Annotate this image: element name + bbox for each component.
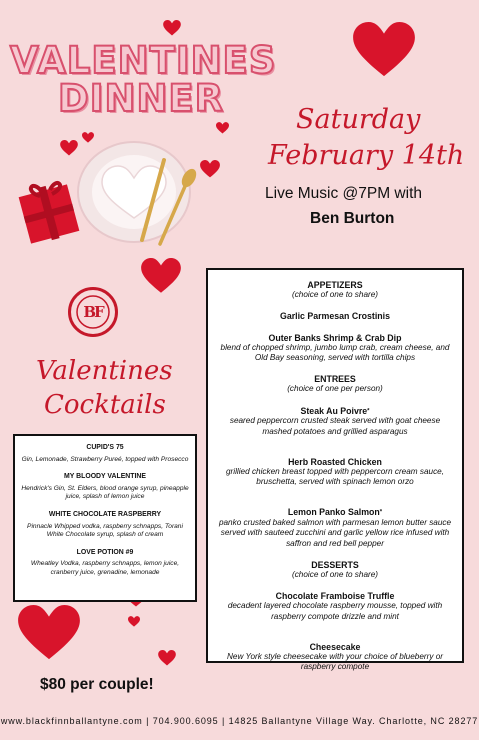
menu-item-name: Herb Roasted Chicken: [288, 456, 382, 467]
cocktail-name: WHITE CHOCOLATE RASPBERRY: [48, 510, 162, 518]
logo-letters: BF: [83, 303, 103, 321]
footer-contact: www.blackfinnballantyne.com | 704.900.6095 | 14825 Ballantyne Village Way. Charlotte, NC 28277: [0, 716, 479, 726]
section-heading-entrees: ENTREES: [314, 374, 356, 385]
cocktails-heading-line-2: Cocktails: [44, 390, 166, 420]
cocktail-description: Gin, Lemonade, Strawberry Pureé, topped with Prosecco: [21, 455, 189, 463]
dinner-plate-illustration: [14, 130, 214, 255]
title-line-2: DINNER: [58, 77, 225, 120]
cocktail-description: Hendrick's Gin, St. Elders, blood orange syrup, pineapple juice, splash of lemon juice: [21, 484, 189, 501]
event-date-line-2: February 14th: [268, 140, 465, 171]
menu-item-mark: *: [379, 509, 383, 516]
menu-item-description: grillied chicken breast topped with peppercorn cream sauce, bruschetta, served with spinach lemon orzo: [226, 467, 444, 487]
heart-icon: [158, 650, 176, 666]
heart-icon: [128, 616, 140, 627]
menu-item-description: seared peppercorn crusted steak served with goat cheese mashed potatoes and grillied asparagus: [229, 416, 441, 436]
cocktail-name: MY BLOODY VALENTINE: [64, 473, 146, 481]
menu-item-description: blend of chopped shrimp, jumbo lump crab, cream cheese, and Old Bay seasoning, served with tortilla chips: [220, 342, 450, 363]
section-note: (choice of one to share): [291, 290, 379, 300]
menu-item-name: Garlic Parmesan Crostinis: [279, 311, 390, 322]
heart-icon: [18, 605, 80, 661]
cocktails-heading-line-1: Valentines: [36, 356, 173, 386]
heart-icon: [353, 22, 415, 78]
section-note: (choice of one to share): [291, 569, 379, 579]
section-heading-desserts: DESSERTS: [311, 559, 359, 570]
cocktail-name: LOVE POTION #9: [76, 548, 134, 556]
section-note: (choice of one per person): [287, 384, 383, 394]
cocktail-menu: [13, 434, 197, 602]
section-heading-appetizers: APPETIZERS: [307, 280, 363, 290]
menu-item-mark: *: [367, 408, 370, 415]
live-music-text: Live Music @7PM with: [265, 185, 422, 202]
menu-item-name: Lemon Panko Salmon: [287, 507, 380, 518]
cocktail-description: Wheatley Vodka, raspberry schnapps, lemon juice, cranberry juice, grenadine, lemonade: [30, 560, 180, 576]
menu-item-name: Cheesecake: [309, 641, 361, 652]
performer-name: Ben Burton: [310, 210, 395, 227]
dinner-menu: [206, 268, 464, 672]
heart-icon: [216, 122, 229, 134]
blackfinn-logo: [68, 287, 118, 337]
heart-icon: [140, 258, 182, 294]
menu-item-name: Steak Au Poivre: [300, 405, 368, 416]
menu-item-name: Chocolate Framboise Truffle: [275, 591, 395, 602]
cocktail-name: CUPID'S 75: [86, 444, 124, 451]
event-date-line-1: Saturday: [296, 104, 421, 135]
price: $80 per couple!: [40, 676, 154, 693]
menu-item-name: Outer Banks Shrimp & Crab Dip: [268, 332, 402, 343]
heart-icon: [163, 20, 181, 36]
menu-item-title: [216, 507, 454, 518]
menu-item-description: New York style cheesecake with your choice of blueberry or raspberry compote: [226, 652, 443, 672]
menu-item-description: decadent layered chocolate raspberry mousse, topped with raspberry compote drizzle and mint: [227, 601, 443, 621]
cocktail-description: Pinnacle Whipped vodka, raspberry schnapps, Torani White Chocolate syrup, splash of cream: [27, 522, 183, 539]
title-line-1: VALENTINES: [10, 39, 277, 82]
menu-item-title: [216, 406, 454, 417]
menu-item-description: panko crusted baked salmon with parmesan lemon butter sauce served with sauteed zucchini and garlic yellow rice infused with saffron and red bell pepper: [218, 518, 452, 548]
